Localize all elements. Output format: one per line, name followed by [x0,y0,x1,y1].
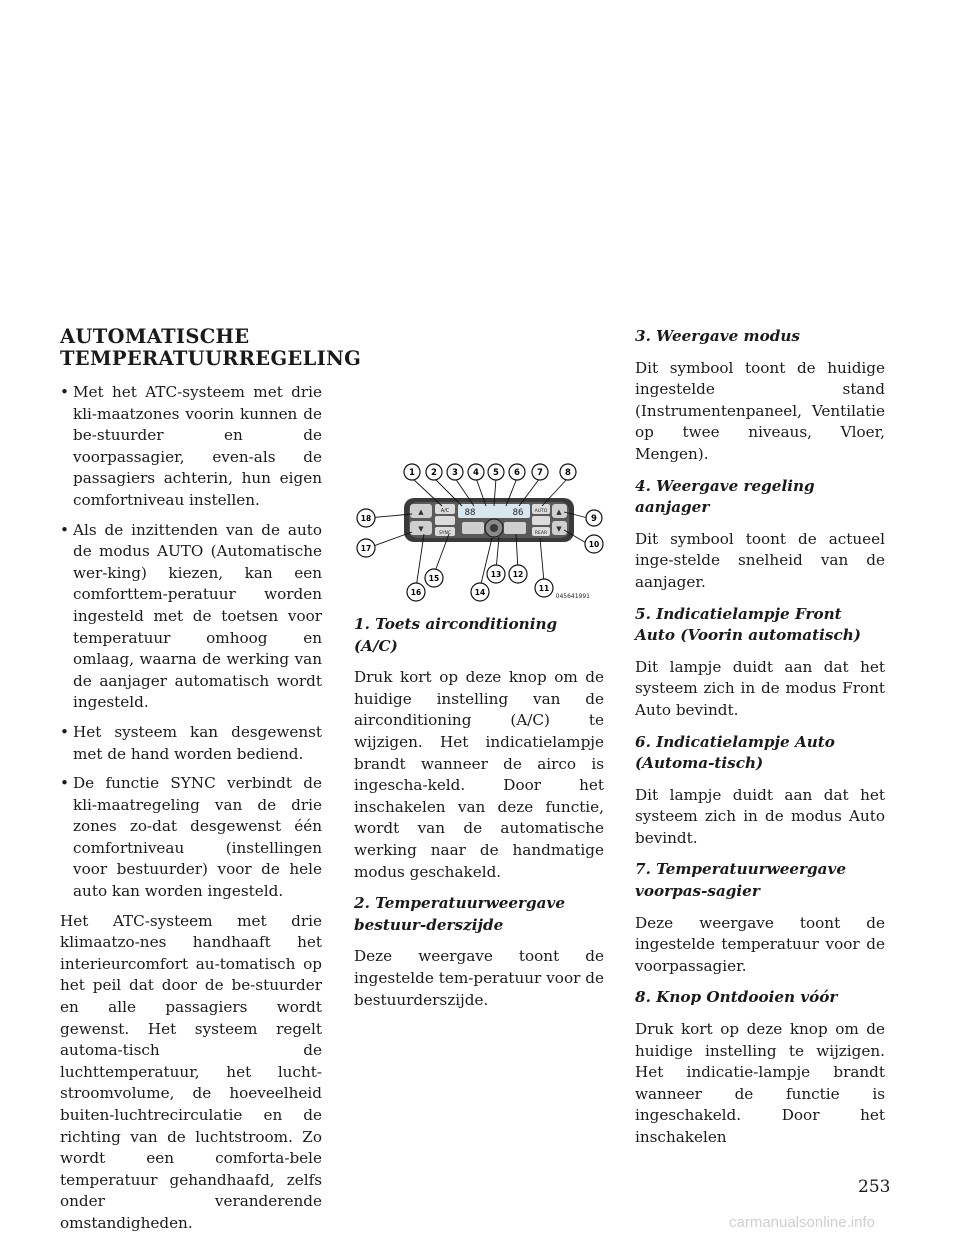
svg-text:▲: ▲ [556,508,562,516]
callout-label: 11 [538,584,550,593]
svg-text:A/C: A/C [440,508,450,514]
callout-label: 16 [410,588,422,597]
column-right [635,326,885,1159]
callout-label: 7 [537,468,543,478]
section-text: Deze weergave toont de ingestelde temperatuur voor de voorpassagier. [635,913,885,975]
bullet-icon: • [60,722,69,741]
section-text: Deze weergave toont de ingestelde tem-peratuur voor de bestuurderszijde. [354,947,604,1009]
callout-label: 10 [588,540,600,549]
section-text: Dit lampje duidt aan dat het systeem zich in de modus Front Auto bevindt. [635,657,885,719]
svg-text:▲: ▲ [418,508,424,516]
bullet-icon: • [60,383,69,401]
callout-label: 5 [493,468,499,478]
callout-label: 14 [474,588,486,597]
section-text: Dit symbool toont de actueel inge-stelde snelheid van de aanjager. [635,529,885,591]
climate-control-figure [354,462,610,602]
section-title: 8. Knop Ontdooien vóór [635,988,838,1007]
callout-label: 13 [490,570,502,579]
list-item: • De functie SYNC verbindt de kli-maatregeling van de drie zones zo-dat desgewenst één comfortniveau (instellingen voor bestuurder) voor de hele auto kan worden ingesteld. [60,774,322,901]
watermark-link[interactable]: carmanualsonline.info [729,1214,875,1231]
callout-label: 4 [473,468,479,478]
page-number: 253 [858,1177,891,1197]
callout-label: 6 [514,468,520,478]
callout-label: 18 [360,514,372,523]
callout-label: 3 [452,468,458,478]
bullet-list [60,382,322,903]
section-text: Druk kort op deze knop om de huidige instelling van de airconditioning (A/C) te wijzigen. Het indicatielampje brandt wanneer de airco is ingescha-keld. Door het inschakelen van deze functie, wordt van de automatische werking naar de handmatige modus geschakeld. [354,668,604,881]
column-left [60,325,362,1245]
intro-paragraph: Het ATC-systeem met drie klimaatzo-nes handhaaft het interieurcomfort au-tomatisch op het peil dat door de be-stuurder en alle passagiers wordt gewenst. Het systeem regelt automa-tisch de luchttemperatuur, het lucht-stroomvolume, de hoeveelheid buiten-luchtrecirculatie en de richting van de luchtstroom. Zo wordt een comforta-bele temperatuur gehandhaafd, zelfs onder veranderende omstandigheden. [60,911,322,1232]
list-item: • Met het ATC-systeem met drie kli-maatzones voorin kunnen de be-stuurder en de voorpassagier, even-als de passagiers achterin, hun eigen comfortniveau instellen. [60,383,322,509]
svg-text:REAR: REAR [534,531,548,536]
svg-text:▼: ▼ [556,525,562,533]
section-text: Druk kort op deze knop om de huidige instelling te wijzigen. Het indicatie-lampje brandt wanneer de functie is ingeschakeld. Door het inschakelen [635,1020,885,1146]
climate-panel-diagram [354,462,610,602]
callout-label: 2 [431,468,437,478]
section-text: Dit lampje duidt aan dat het systeem zich in de modus Auto bevindt. [635,785,885,847]
section-title: 5. Indicatielampje Front Auto (Voorin automatisch) [635,604,861,645]
callout-label: 1 [409,468,415,478]
callout-label: 17 [360,544,372,553]
column-middle-sections [354,614,604,1021]
page-heading: AUTOMATISCHE TEMPERATUURREGELING [60,325,362,370]
callout-label: 12 [512,570,524,579]
list-item: • Het systeem kan desgewenst met de hand worden bediend. [60,722,322,763]
svg-text:AUTO: AUTO [534,509,548,514]
section-title: 1. Toets airconditioning (A/C) [354,615,558,655]
bullet-icon: • [60,774,69,793]
svg-text:86: 86 [512,508,524,518]
section-text: Dit symbool toont de huidige ingestelde stand (Instrumentenpaneel, Ventilatie op twee niveaus, Vloer, Mengen). [635,358,885,463]
callout-label: 9 [591,514,597,524]
callout-label: 8 [565,468,571,478]
section-title: 6. Indicatielampje Auto (Automa-tisch) [635,732,835,773]
svg-text:▼: ▼ [418,525,424,533]
callout-label: 15 [428,574,440,583]
svg-text:SYNC: SYNC [438,531,452,536]
section-title: 7. Temperatuurweergave voorpas-sagier [635,860,847,901]
bullet-icon: • [60,520,69,539]
list-item: • Als de inzittenden van de auto de modus AUTO (Automatische wer-king) kiezen, kan een comforttem-peratuur worden ingesteld met de toetsen voor temperatuur omhoog en omlaag, waarna de werking van de aanjager automatisch wordt ingesteld. [60,520,322,712]
section-title: 3. Weergave modus [635,327,800,345]
section-title: 4. Weergave regeling aanjager [635,476,815,517]
section-title: 2. Temperatuurweergave bestuur-derszijde [354,894,566,934]
figure-code: 045641991 [555,593,590,600]
svg-text:88: 88 [464,508,476,518]
